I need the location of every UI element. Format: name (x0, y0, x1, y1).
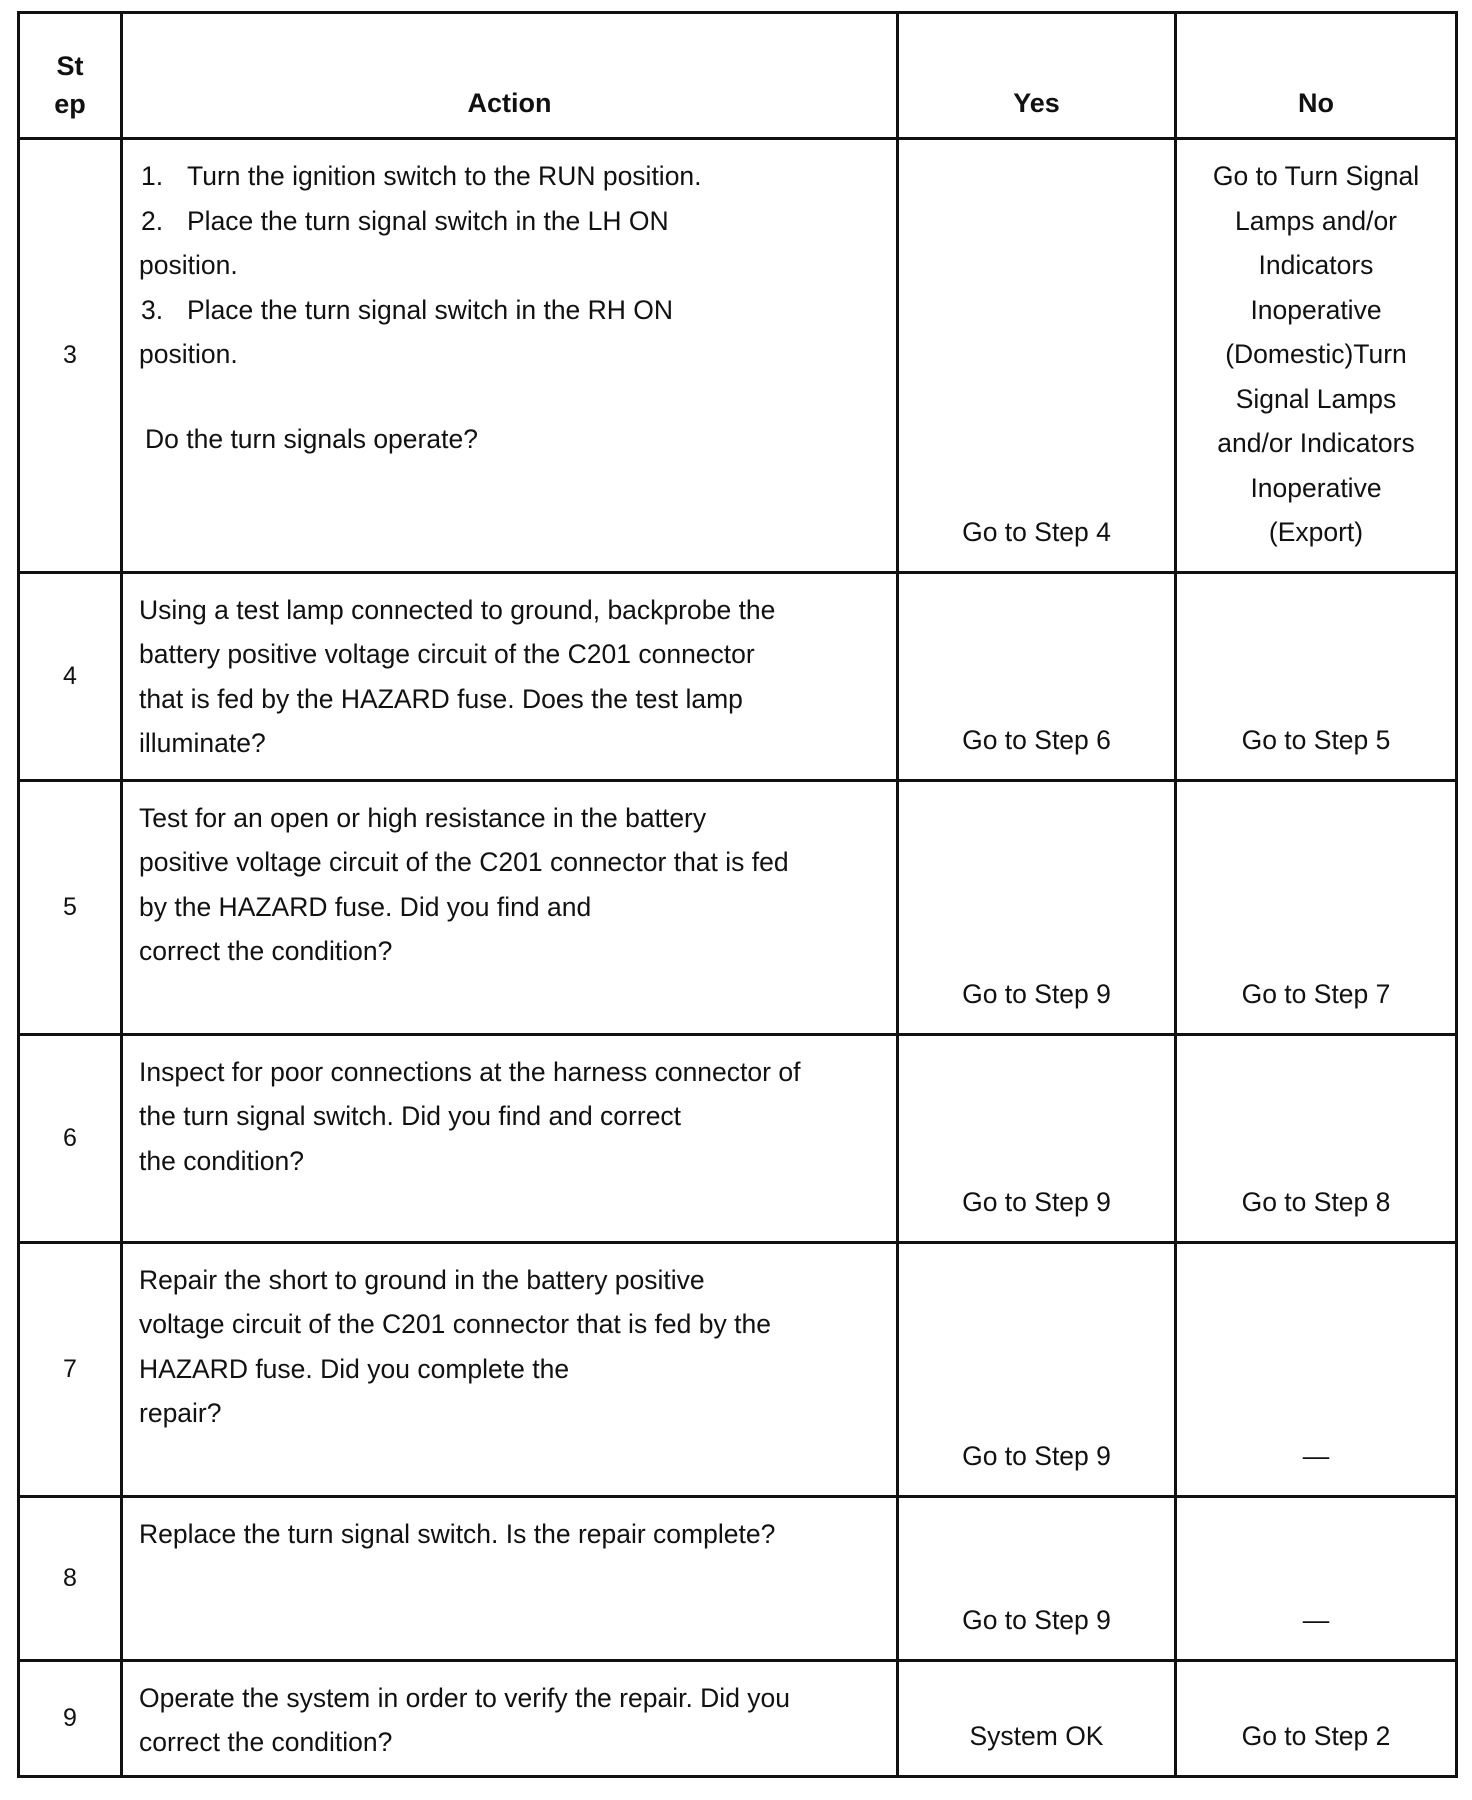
header-no: No (1176, 13, 1457, 139)
action-cell (122, 1496, 898, 1660)
no-line: Go to Turn Signal (1212, 161, 1420, 191)
step-number: 8 (19, 1496, 122, 1660)
no-cell: — (1176, 1496, 1457, 1660)
yes-cell: Go to Step 9 (898, 780, 1176, 1034)
yes-cell: Go to Step 6 (898, 572, 1176, 780)
action-cell (122, 1660, 898, 1776)
no-cell (1176, 139, 1457, 573)
no-line: Lamps and/or (1234, 205, 1398, 236)
no-line: Inoperative (1250, 294, 1382, 325)
item-continuation: position. (139, 250, 238, 280)
no-line: Indicators (1258, 250, 1374, 280)
action-line: battery positive voltage circuit of the C201 connector (139, 639, 755, 669)
header-row (19, 13, 1457, 139)
no-line: Signal Lamps (1235, 383, 1397, 414)
no-line: (Export) (1268, 517, 1364, 547)
action-line: the condition? (139, 1145, 305, 1176)
table-row (19, 780, 1457, 1034)
step-number: 4 (19, 572, 122, 780)
action-line: Using a test lamp connected to ground, backprobe the (139, 594, 776, 625)
action-line: the turn signal switch. Did you find and correct (139, 1101, 682, 1131)
diagnostic-table (17, 11, 1458, 1778)
header-action: Action (122, 13, 898, 139)
action-line: that is fed by the HAZARD fuse. Does the test lamp (139, 683, 743, 714)
item-text: Place the turn signal switch in the RH ON (187, 294, 674, 325)
header-step (19, 13, 122, 139)
no-line: (Domestic)Turn (1225, 339, 1407, 369)
no-cell: Go to Step 8 (1176, 1034, 1457, 1242)
action-cell (122, 1034, 898, 1242)
table-row (19, 1034, 1457, 1242)
item-text: Place the turn signal switch in the LH ON (187, 205, 669, 236)
table-row (19, 1660, 1457, 1776)
no-cell: Go to Step 7 (1176, 780, 1457, 1034)
step-number: 6 (19, 1034, 122, 1242)
no-cell: Go to Step 2 (1176, 1660, 1457, 1776)
table-row (19, 1242, 1457, 1496)
action-line: positive voltage circuit of the C201 connector that is fed (139, 847, 789, 877)
action-cell (122, 780, 898, 1034)
yes-cell: System OK (898, 1660, 1176, 1776)
no-line: and/or Indicators (1217, 428, 1415, 458)
table-row (19, 1496, 1457, 1660)
table-row (19, 572, 1457, 780)
yes-cell: Go to Step 4 (898, 139, 1176, 573)
table-row (19, 139, 1457, 573)
no-cell: — (1176, 1242, 1457, 1496)
item-continuation: position. (139, 339, 238, 369)
action-line: Operate the system in order to verify the repair. Did you (139, 1682, 791, 1713)
action-line: HAZARD fuse. Did you complete the (139, 1353, 570, 1384)
yes-cell: Go to Step 9 (898, 1496, 1176, 1660)
action-cell (122, 572, 898, 780)
action-line: Replace the turn signal switch. Is the repair complete? (139, 1518, 776, 1549)
action-line: Inspect for poor connections at the harness connector of (139, 1056, 801, 1087)
item-number: 2. (141, 205, 164, 236)
action-line: repair? (139, 1398, 222, 1428)
action-line: correct the condition? (139, 936, 393, 966)
action-item (139, 199, 880, 244)
header-yes: Yes (898, 13, 1176, 139)
action-line: voltage circuit of the C201 connector that is fed by the (139, 1309, 771, 1339)
action-cell (122, 1242, 898, 1496)
header-step-line1: St (56, 51, 84, 81)
action-line: Repair the short to ground in the battery positive (139, 1264, 705, 1295)
action-line: correct the condition? (139, 1727, 393, 1757)
item-number: 1. (141, 161, 164, 191)
item-text: Turn the ignition switch to the RUN position. (187, 161, 702, 191)
step-number: 3 (19, 139, 122, 573)
action-line: by the HAZARD fuse. Did you find and (139, 891, 592, 922)
step-number: 7 (19, 1242, 122, 1496)
step-number: 9 (19, 1660, 122, 1776)
no-cell: Go to Step 5 (1176, 572, 1457, 780)
item-number: 3. (141, 294, 164, 325)
yes-cell: Go to Step 9 (898, 1242, 1176, 1496)
yes-cell: Go to Step 9 (898, 1034, 1176, 1242)
header-step-line2: ep (54, 89, 86, 119)
no-line: Inoperative (1250, 472, 1382, 503)
action-question: Do the turn signals operate? (145, 423, 478, 454)
step-number: 5 (19, 780, 122, 1034)
action-item (139, 288, 880, 333)
action-line: Test for an open or high resistance in the battery (139, 802, 707, 833)
action-cell (122, 139, 898, 573)
action-line: illuminate? (139, 728, 266, 758)
action-item (139, 154, 880, 199)
